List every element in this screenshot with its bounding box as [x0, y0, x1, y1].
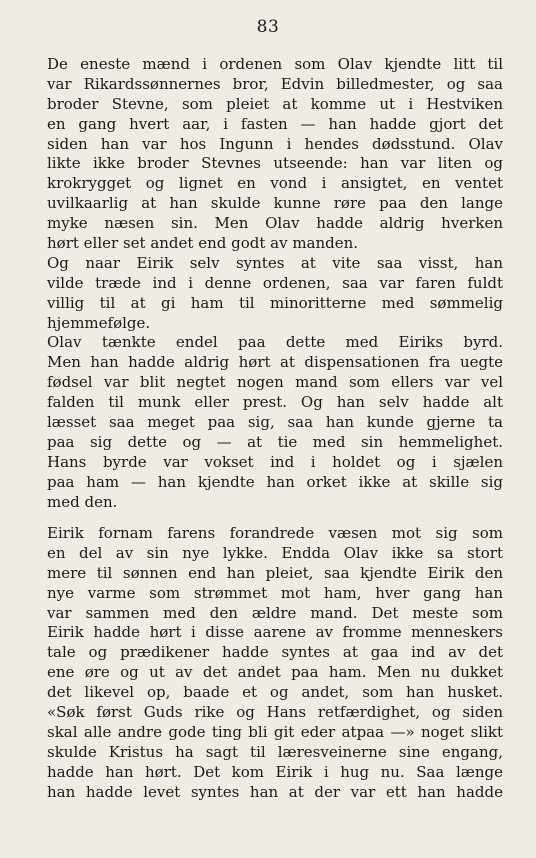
page-number: 83 [256, 17, 280, 37]
text-line: med den. [47, 492, 118, 511]
text-line: myke næsen sin. Men Olav hadde aldrig hverken [47, 214, 503, 233]
text-line: uvilkaarlig at han skulde kunne røre paa den lange [47, 194, 503, 213]
text-block-first [47, 55, 503, 512]
text-line: var Rikardssønnernes bror, Edvin billedmester, og saa [47, 74, 503, 93]
text-line: likte ikke broder Stevnes utseende: han var liten og [47, 154, 503, 173]
text-line: skal alle andre gode ting bli git eder atpaa —» noget slikt [47, 722, 503, 741]
text-line: paa ham — han kjendte han orket ikke at skille sig [47, 472, 503, 491]
text-line: broder Stevne, som pleiet at komme ut i Hestviken [47, 94, 503, 113]
text-line: siden han var hos Ingunn i hendes dødsstund. Olav [47, 134, 503, 153]
text-line: Og naar Eirik selv syntes at vite saa visst, han [47, 253, 503, 272]
text-line: fødsel var blit negtet nogen mand som ellers var vel [47, 373, 503, 392]
text-line: De eneste mænd i ordenen som Olav kjendte litt til [47, 55, 503, 73]
text-line: var sammen med den ældre mand. Det meste som [47, 603, 503, 622]
text-line: paa sig dette og — at tie med sin hemmelighet. [47, 432, 503, 451]
text-line: ene øre og ut av det andet paa ham. Men nu dukket [47, 663, 503, 682]
text-line: han hadde levet syntes han at der var ett han hadde [47, 782, 503, 801]
text-line: Men han hadde aldrig hørt at dispensationen fra uegte [47, 353, 503, 372]
text-line: mere til sønnen end han pleiet, saa kjendte Eirik den [47, 563, 503, 582]
text-line: «Søk først Guds rike og Hans retfærdighet, og siden [47, 703, 503, 722]
text-line: skulde Kristus ha sagt til læresveinerne sine engang, [47, 742, 503, 761]
text-line: Hans byrde var vokset ind i holdet og i sjælen [47, 452, 503, 471]
text-block-second [47, 524, 503, 802]
text-line: tale og prædikener hadde syntes at gaa ind av det [47, 643, 503, 662]
text-line: det likevel op, baade et og andet, som han husket. [47, 683, 503, 702]
text-line: læsset saa meget paa sig, saa han kunde gjerne ta [47, 413, 503, 432]
text-line: Eirik hadde hørt i disse aarene av fromme menneskers [47, 623, 503, 642]
text-line: hadde han hørt. Det kom Eirik i hug nu. Saa længe [47, 762, 503, 781]
text-line: falden til munk eller prest. Og han selv hadde alt [47, 393, 503, 412]
text-line: en del av sin nye lykke. Endda Olav ikke sa stort [47, 543, 503, 562]
text-line: nye varme som strømmet mot ham, hver gang han [47, 583, 503, 602]
text-line: krokrygget og lignet en vond i ansigtet, en ventet [47, 174, 503, 193]
text-line: vilde træde ind i denne ordenen, saa var faren fuldt [47, 273, 503, 292]
text-line: Olav tænkte endel paa dette med Eiriks byrd. [47, 333, 503, 352]
text-line: villig til at gi ham til minoritterne med sømmelig [47, 293, 503, 312]
text-line: en gang hvert aar, i fasten — han hadde gjort det [47, 114, 503, 133]
text-line: Eirik fornam farens forandrede væsen mot sig som [47, 524, 503, 542]
text-line: hørt eller set andet end godt av manden. [47, 234, 359, 253]
text-line: hjemmefølge. [47, 313, 151, 332]
